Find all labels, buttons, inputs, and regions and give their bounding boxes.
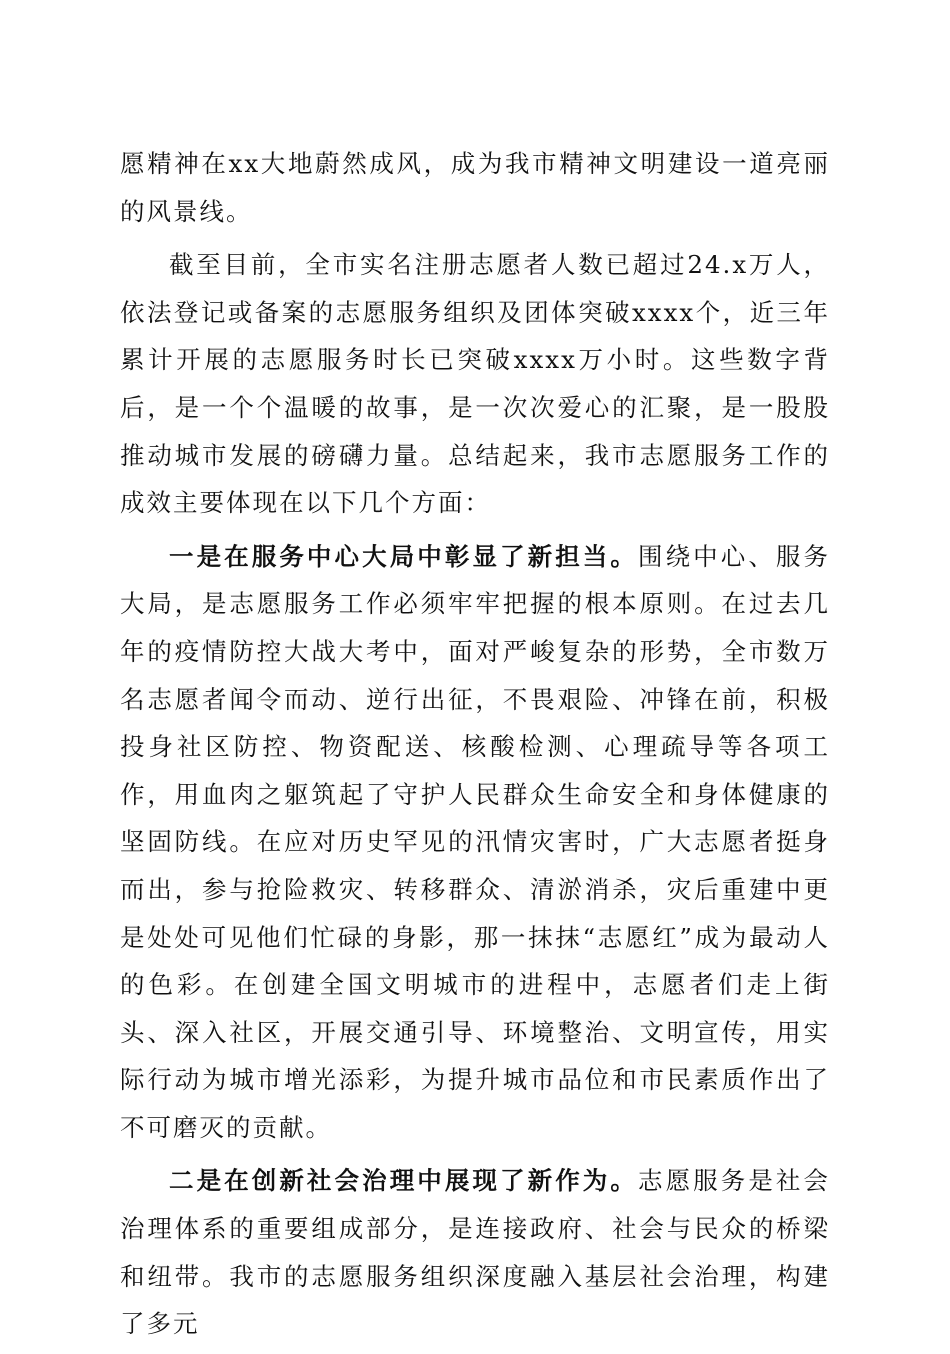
paragraph-text: 围绕中心、服务大局，是志愿服务工作必须牢牢把握的根本原则。在过去几年的疫情防控大战大考中，面对严峻复杂的形势，全市数万名志愿者闻令而动、逆行出征，不畏艰险、冲锋在前，积极投身社区防控、物资配送、核酸检测、心理疏导等各项工作，用血肉之躯筑起了守护人民群众生命安全和身体健康的坚固防线。在应对历史罕见的汛情灾害时，广大志愿者挺身而出，参与抢险救灾、转移群众、清淤消杀，灾后重建中更是处处可见他们忙碌的身影，那一抹抹“志愿红”成为最动人的色彩。在创建全国文明城市的进程中，志愿者们走上街头、深入社区，开展交通引导、环境整治、文明宣传，用实际行动为城市增光添彩，为提升城市品位和市民素质作出了不可磨灭的贡献。 bbox=[120, 541, 831, 1142]
document-body bbox=[120, 140, 830, 1354]
paragraph-point-one bbox=[120, 533, 830, 1152]
paragraph-continuation bbox=[120, 140, 830, 235]
paragraph-lead-heading: 一是在服务中心大局中彰显了新担当。 bbox=[169, 541, 638, 571]
paragraph-statistics bbox=[120, 241, 830, 527]
paragraph-text: 截至目前，全市实名注册志愿者人数已超过24.x万人，依法登记或备案的志愿服务组织及团体突破xxxx个，近三年累计开展的志愿服务时长已突破xxxx万小时。这些数字背后，是一个个温暖的故事，是一次次爱心的汇聚，是一股股推动城市发展的磅礴力量。总结起来，我市志愿服务工作的成效主要体现在以下几个方面： bbox=[120, 250, 830, 518]
paragraph-lead-heading: 二是在创新社会治理中展现了新作为。 bbox=[169, 1166, 638, 1196]
paragraph-text: 志愿服务是社会治理体系的重要组成部分，是连接政府、社会与民众的桥梁和纽带。我市的志愿服务组织深度融入基层社会治理，构建了多元 bbox=[120, 1166, 831, 1339]
paragraph-point-two bbox=[120, 1157, 830, 1347]
paragraph-text: 愿精神在xx大地蔚然成风，成为我市精神文明建设一道亮丽的风景线。 bbox=[120, 149, 830, 226]
